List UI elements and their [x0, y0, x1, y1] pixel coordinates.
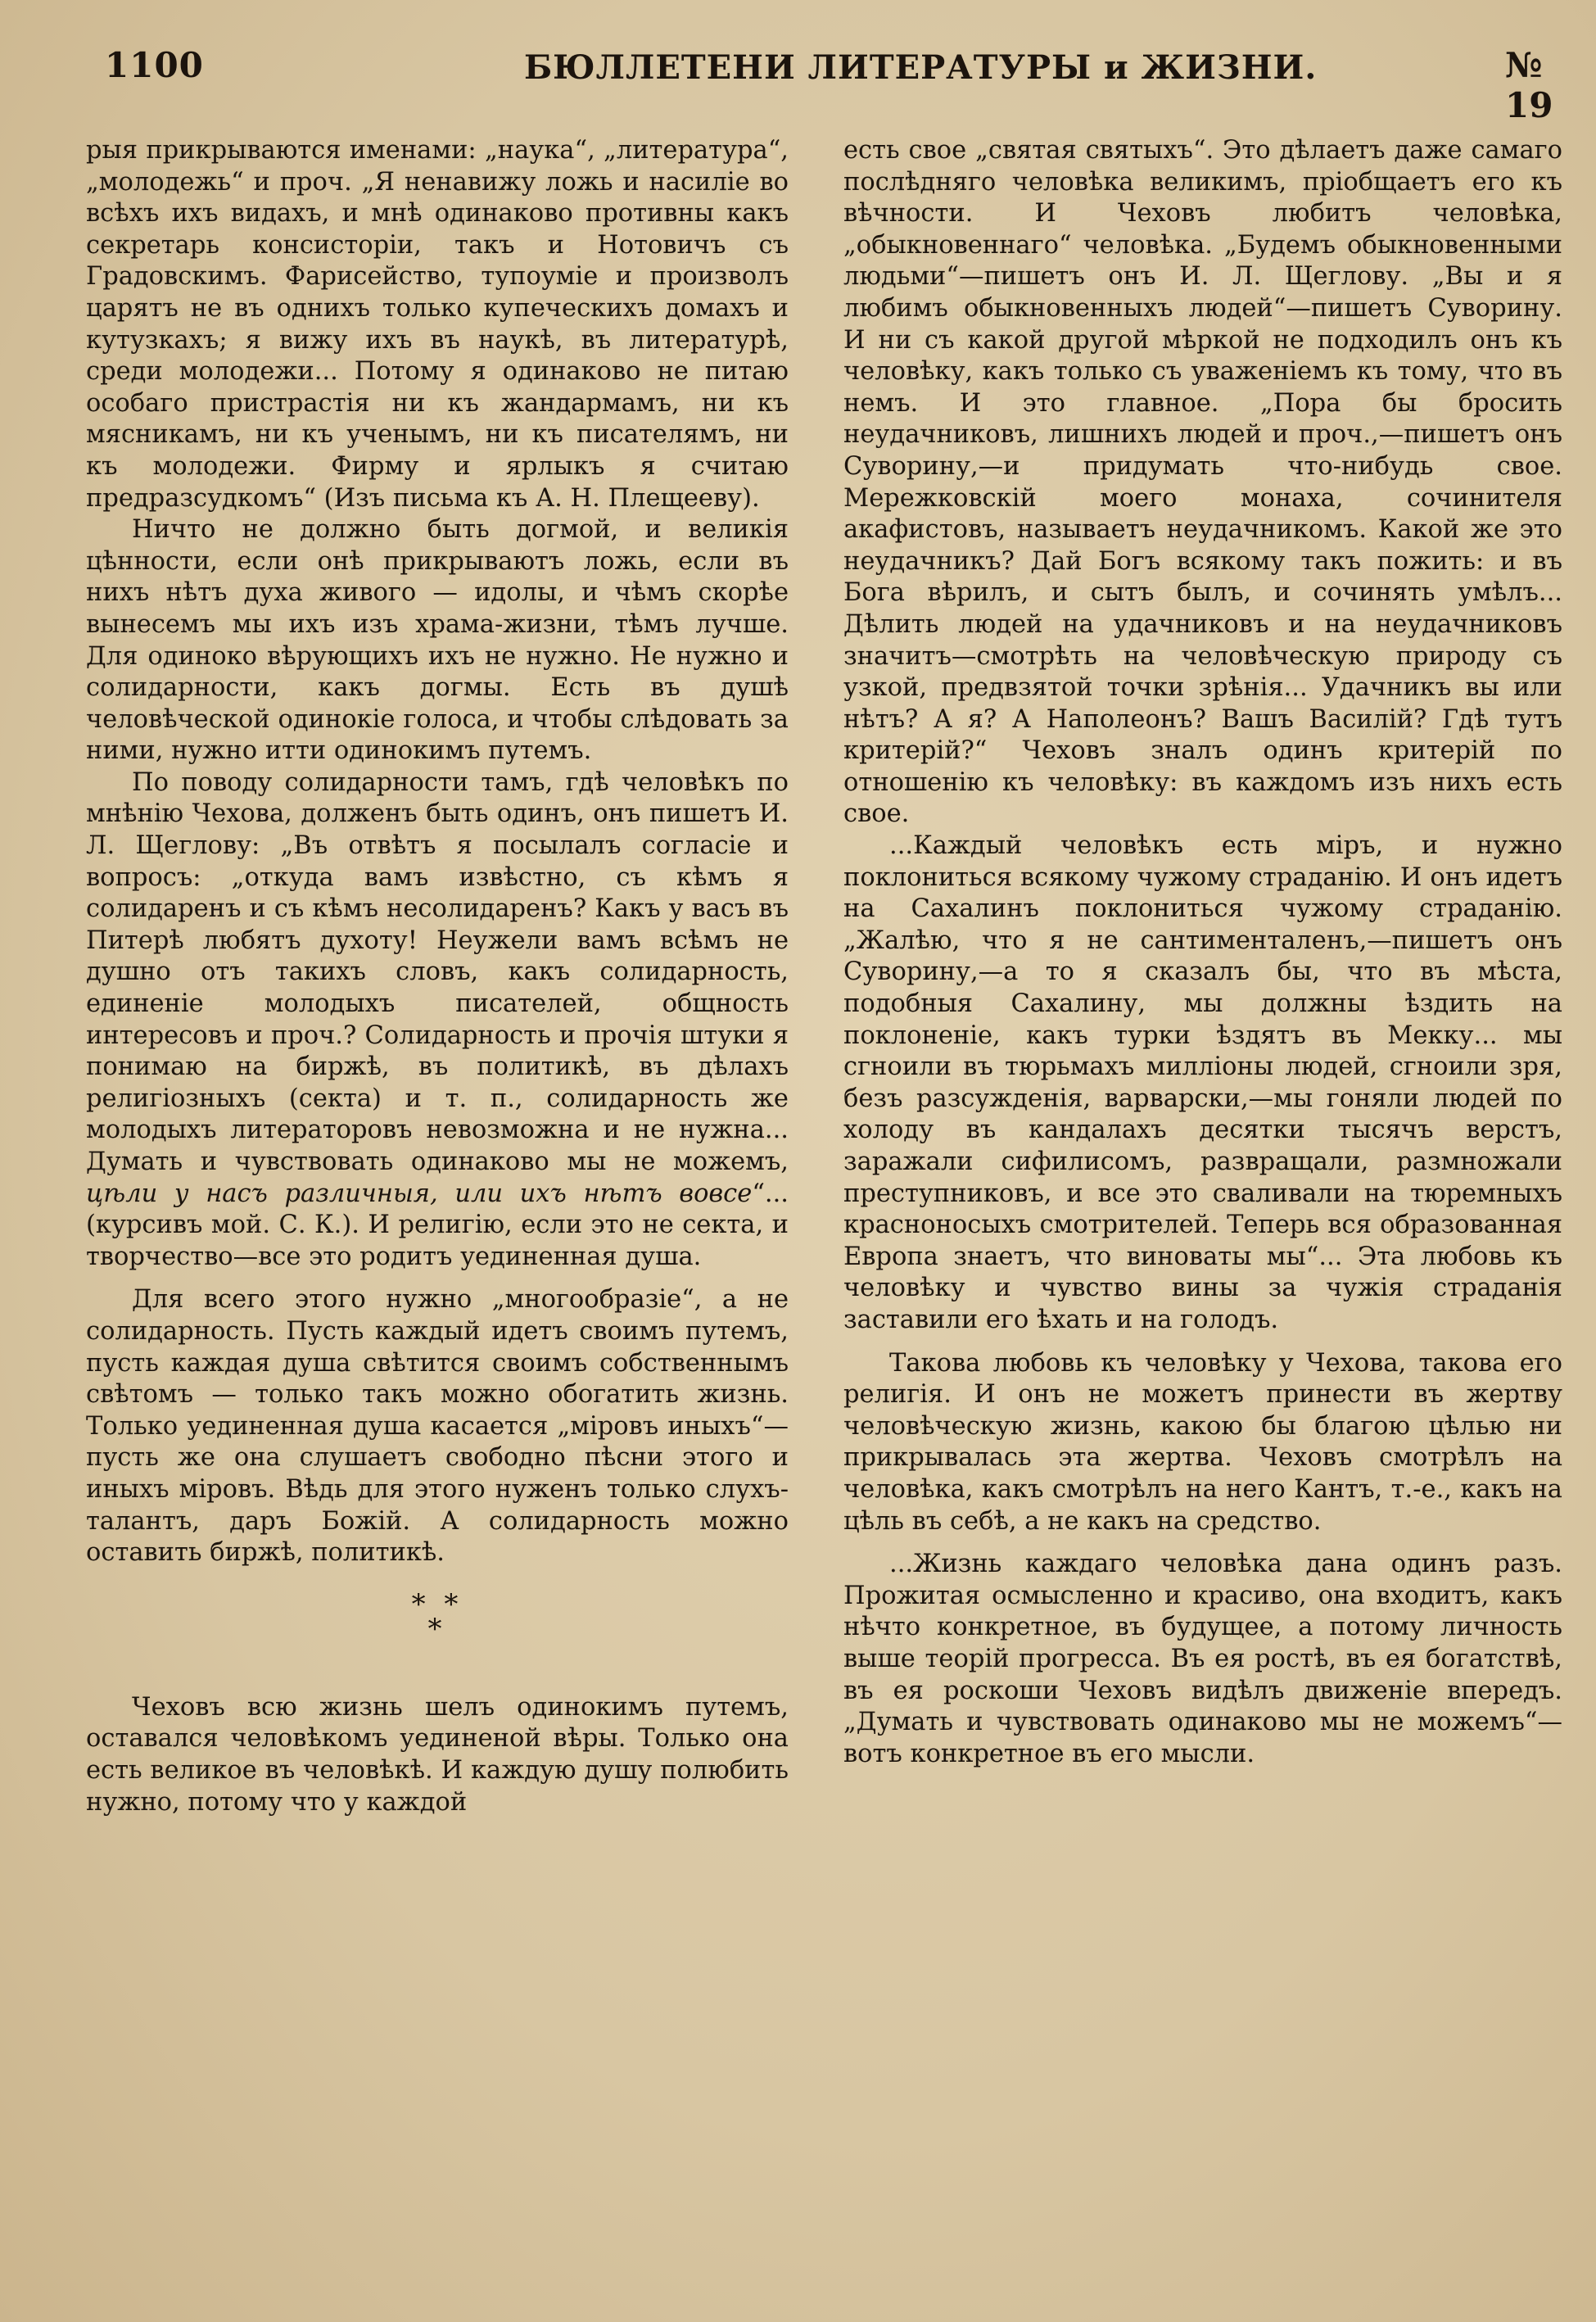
paragraph: ...Каждый человѣкъ есть міръ, и нужно поклониться всякому чужому страданію. И онъ идетъ на Сахалинъ поклониться чужому страданію. „Жалѣю, что я не сантименталенъ,—пишетъ онъ Суворину,—а то я сказалъ бы, что въ мѣста, подобныя Сахалину, мы должны ѣздить на поклоненіе, какъ турки ѣздятъ въ Мекку... мы сгноили въ тюрьмахъ милліоны людей, сгноили зря, безъ разсужденія, варварски,—мы гоняли людей по холоду въ кандалахъ десятки тысячъ верстъ, заражали сифилисомъ, развращали, размножали преступниковъ, и все это сваливали на тюремныхъ красноносыхъ смотрителей. Теперь вся образованная Европа знаетъ, что виноваты мы“... Эта любовь къ человѣку и чувство вины за чужія страданія заставили его ѣхать и на голодъ.: [843, 831, 1562, 1334]
italic-quote: цѣли у насъ различныя, или ихъ нѣтъ вовсе: [86, 1179, 753, 1208]
text-run: По поводу солидарности тамъ, гдѣ человѣкъ по мнѣнію Чехова, долженъ быть одинъ, онъ пишетъ И. Л. Щеглову: „Въ отвѣтъ я посылалъ согласіе и вопросъ: „откуда вамъ извѣстно, съ кѣмъ я солидаренъ и съ кѣмъ несолидаренъ? Какъ у васъ въ Питерѣ любятъ духоту! Неужели вамъ всѣмъ не душно отъ такихъ словъ, какъ солидарность, единеніе молодыхъ писателей, общность интересовъ и проч.? Солидарность и прочія штуки я понимаю на биржѣ, въ политикѣ, въ дѣлахъ религіозныхъ (секта) и т. п., солидарность же молодыхъ литераторовъ невозможна и не нужна... Думать и чувствовать одинаково мы не можемъ,: [86, 767, 789, 1176]
section-divider: * * *: [411, 1587, 463, 1645]
paragraph: ...Жизнь каждаго человѣка дана одинъ разъ. Прожитая осмысленно и красиво, она входитъ, какъ нѣчто конкретное, въ будущее, а потому личность выше теорій прогресса. Въ ея ростѣ, въ ея богатствѣ, въ ея роскоши Чеховъ видѣлъ движеніе впередъ. „Думать и чувствовать одинаково мы не можемъ“—вотъ конкретное въ его мысли.: [843, 1550, 1562, 1768]
paragraph: Такова любовь къ человѣку у Чехова, такова его религія. И онъ не можетъ принести въ жертву человѣческую жизнь, какою бы благою цѣлью ни прикрывалась эта жертва. Чеховъ смотрѣлъ на человѣка, какъ смотрѣлъ на него Кантъ, т.-е., какъ на цѣль въ себѣ, а не какъ на средство.: [843, 1348, 1562, 1536]
paragraph: Для всего этого нужно „многообразіе“, а не солидарность. Пусть каждый идетъ своимъ путемъ, пусть каждая душа свѣтится своимъ собственнымъ свѣтомъ — только такъ можно обогатить жизнь. Только уединенная душа касается „міровъ иныхъ“—пусть же она слушаетъ свободно пѣсни этого и иныхъ міровъ. Вѣдь для этого нуженъ только слухъ-талантъ, даръ Божій. А солидарность можно оставить биржѣ, политикѣ.: [86, 1285, 789, 1568]
paragraph: Ничто не должно быть догмой, и великія цѣнности, если онѣ прикрываютъ ложь, если въ нихъ нѣтъ духа живого — идолы, и чѣмъ скорѣе вынесемъ мы ихъ изъ храма-жизни, тѣмъ лучше. Для одиноко вѣрующихъ ихъ не нужно. Не нужно и солидарности, какъ догмы. Есть въ душѣ человѣческой одинокіе голоса, и чтобы слѣдовать за ними, нужно итти одинокимъ путемъ.: [86, 515, 789, 766]
right-column: [843, 135, 1562, 1770]
running-title: БЮЛЛЕТЕНИ ЛИТЕРАТУРЫ и ЖИЗНИ.: [524, 48, 1318, 87]
page-header: [0, 45, 1596, 125]
paragraph: [86, 767, 789, 1274]
issue-number: № 19: [1505, 45, 1553, 125]
text-run: “... (курсивъ мой. С. К.). И религію, если это не секта, и творчество—все это родитъ уединенная душа.: [86, 1179, 789, 1271]
paragraph: Чеховъ всю жизнь шелъ одинокимъ путемъ, оставался человѣкомъ уединеной вѣры. Только она есть великое въ человѣкѣ. И каждую душу полюбить нужно, потому что у каждой: [86, 1692, 789, 1817]
paragraph: есть свое „святая святыхъ“. Это дѣлаетъ даже самаго послѣдняго человѣка великимъ, пріобщаетъ его къ вѣчности. И Чеховъ любитъ человѣка, „обыкновеннаго“ человѣка. „Будемъ обыкновенными людьми“—пишетъ онъ И. Л. Щеглову. „Вы и я любимъ обыкновенныхъ людей“—пишетъ Суворину. И ни съ какой другой мѣркой не подходилъ онъ къ человѣку, какъ только съ уваженіемъ къ тому, что въ немъ. И это главное. „Пора бы бросить неудачниковъ, лишнихъ людей и проч.,—пишетъ онъ Суворину,—и придумать что-нибудь свое. Мережковскій моего монаха, сочинителя акафистовъ, называетъ неудачникомъ. Какой же это неудачникъ? Дай Богъ всякому такъ пожить: и въ Бога вѣрилъ, и сытъ былъ, и сочинять умѣлъ... Дѣлить людей на удачниковъ и на неудачниковъ значитъ—смотрѣть на человѣческую природу съ узкой, предвзятой точки зрѣнія... Удачникъ вы или нѣтъ? А я? А Наполеонъ? Вашъ Василій? Гдѣ тутъ критерій?“ Чеховъ зналъ одинъ критерій по отношенію къ человѣку: въ каждомъ изъ нихъ есть свое.: [843, 136, 1562, 829]
page-number: 1100: [105, 45, 204, 85]
paragraph: рыя прикрываются именами: „наука“, „литература“, „молодежь“ и проч. „Я ненавижу ложь и насиліе во всѣхъ ихъ видахъ, и мнѣ одинаково противны какъ секретарь консисторіи, такъ и Нотовичъ съ Градовскимъ. Фарисейство, тупоуміе и произволъ царятъ не въ однихъ только купеческихъ домахъ и кутузкахъ; я вижу ихъ въ наукѣ, въ литературѣ, среди молодежи... Потому я одинаково не питаю особаго пристрастія ни къ жандармамъ, ни къ мясникамъ, ни къ ученымъ, ни къ писателямъ, ни къ молодежи. Фирму и ярлыкъ я считаю предразсудкомъ“ (Изъ письма къ А. Н. Плещееву).: [86, 136, 789, 513]
left-column: [86, 135, 789, 1818]
